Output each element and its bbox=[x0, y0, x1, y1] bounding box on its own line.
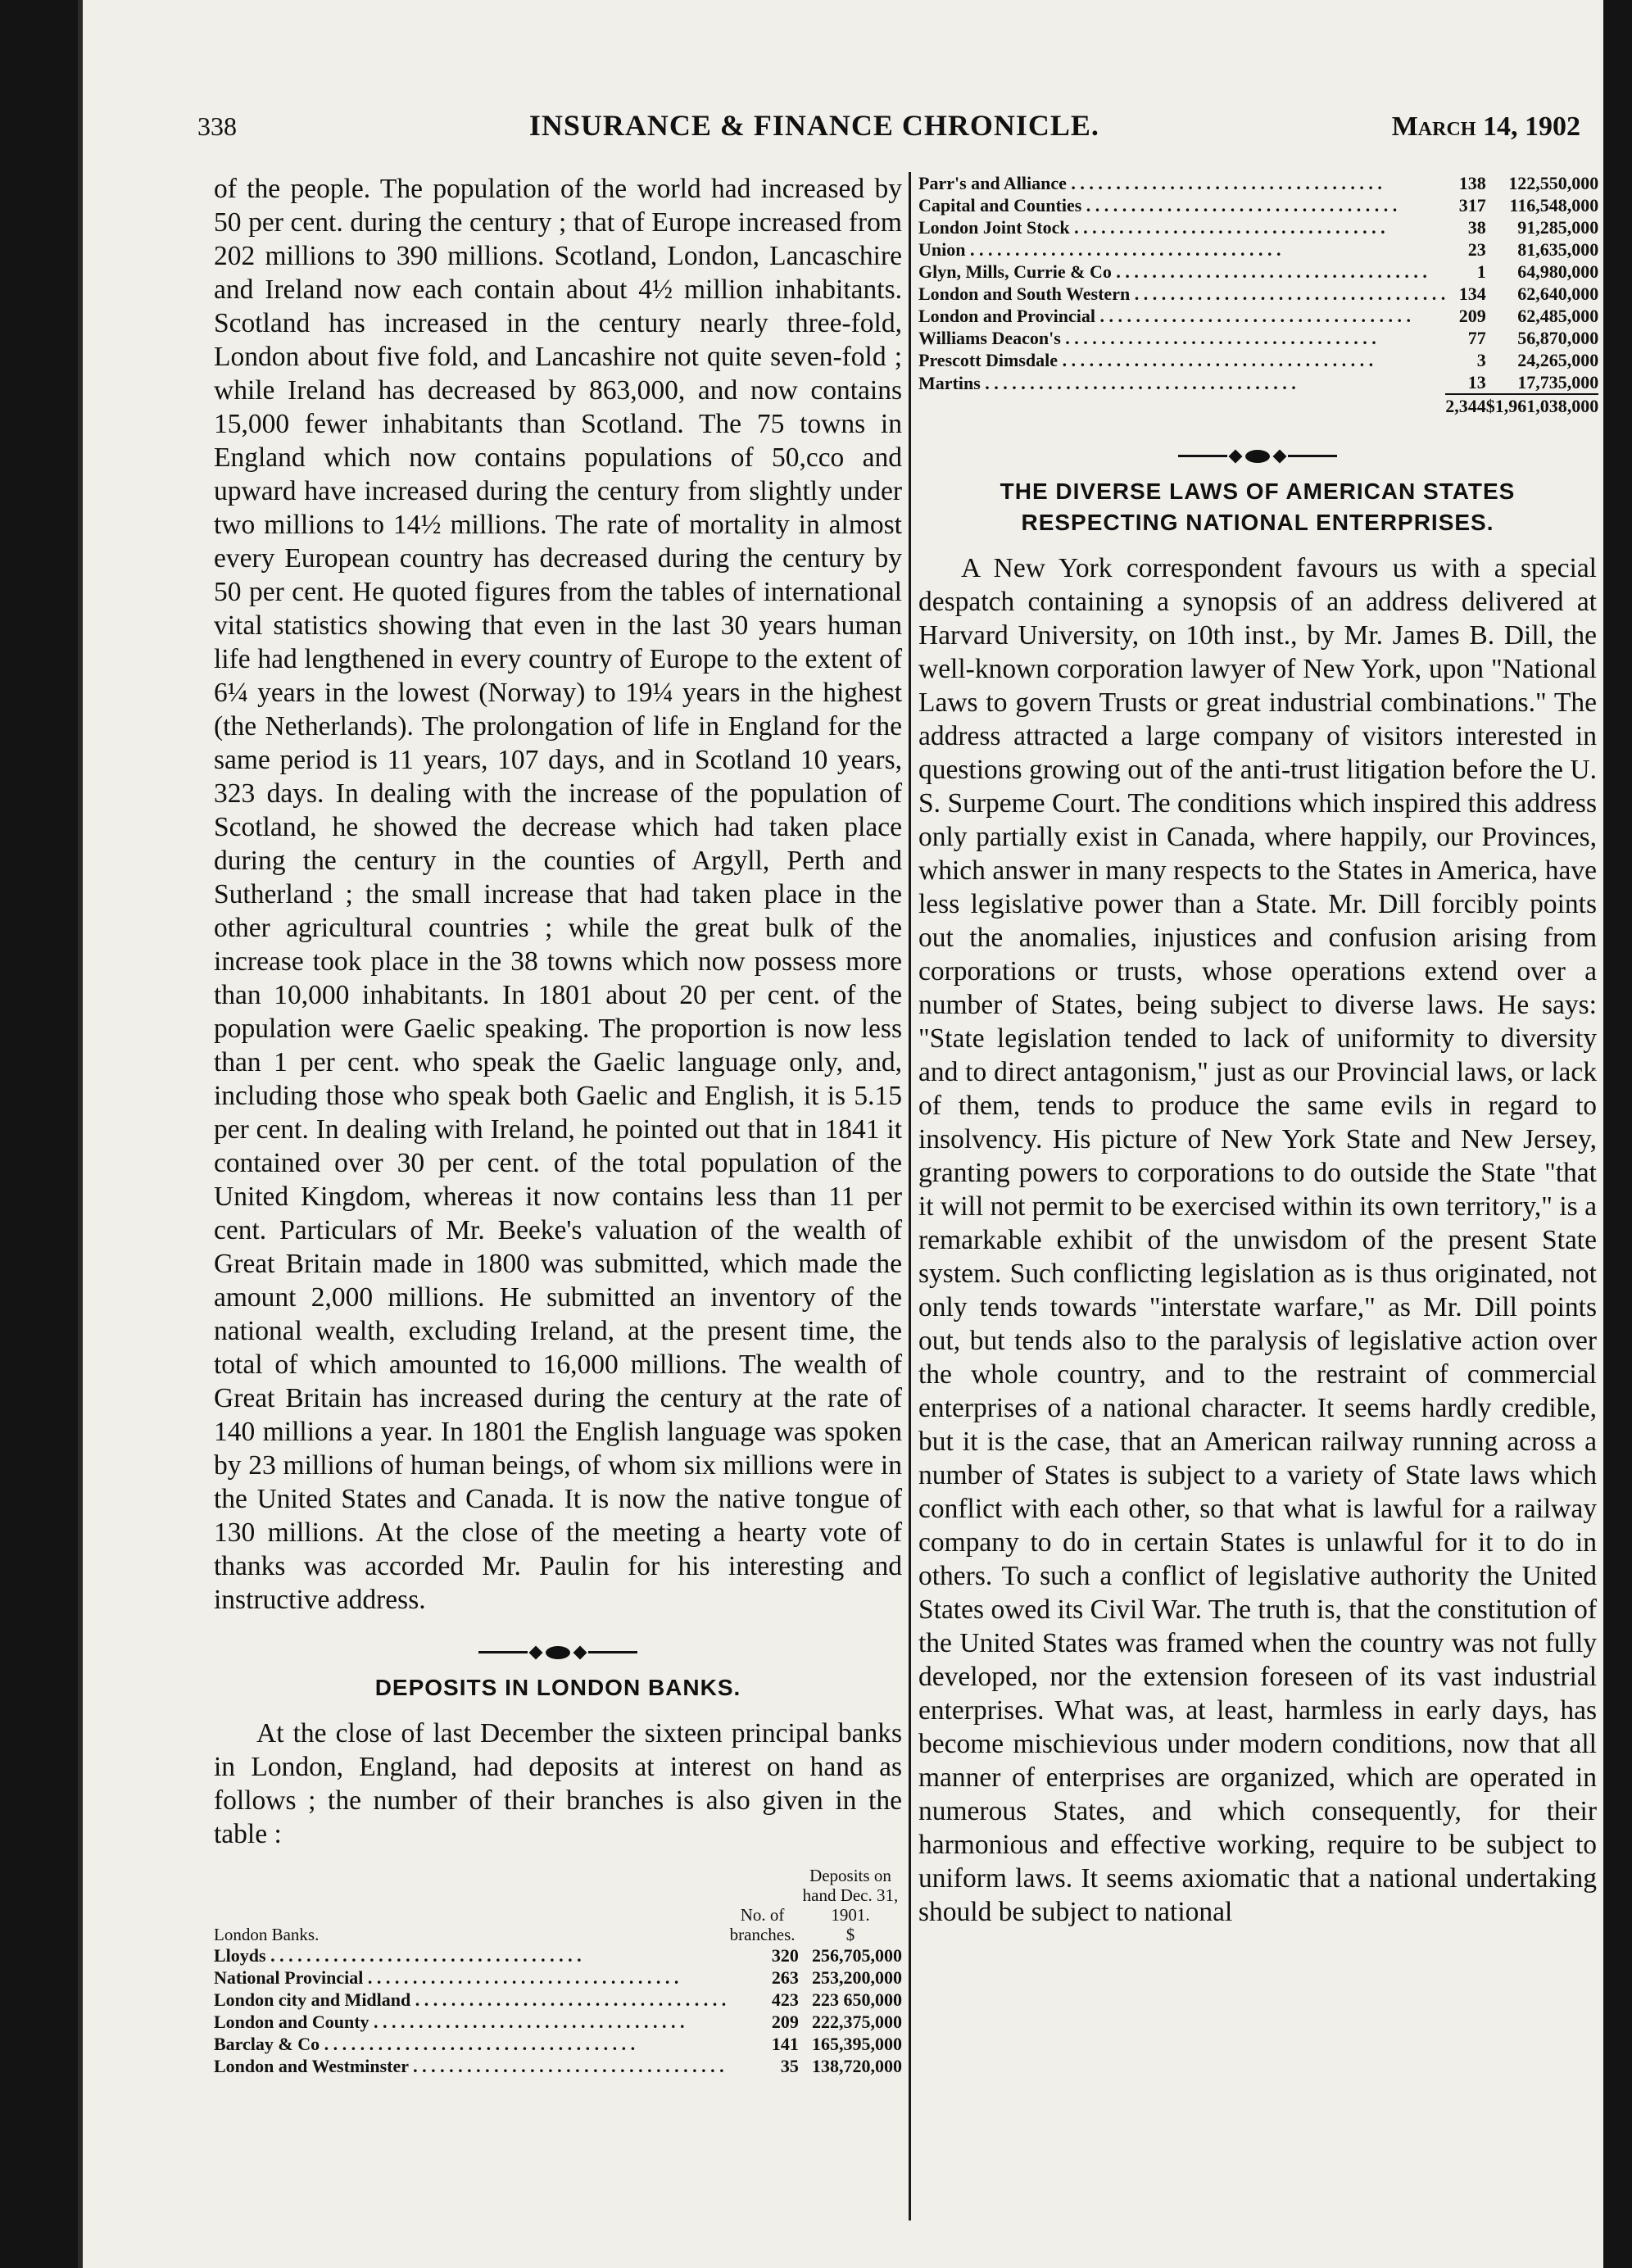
leader-dots bbox=[1112, 261, 1427, 282]
currency-symbol: $ bbox=[845, 1925, 855, 1944]
left-column bbox=[214, 172, 902, 2077]
leader-dots bbox=[320, 2034, 635, 2054]
bank-name-text: Barclay & Co bbox=[214, 2034, 320, 2054]
table-row bbox=[918, 327, 1598, 349]
table-row bbox=[918, 371, 1598, 394]
article-title bbox=[918, 476, 1597, 538]
total-branches: 2,344 bbox=[1445, 396, 1486, 416]
leader-dots bbox=[409, 2056, 724, 2076]
table-row bbox=[918, 261, 1598, 283]
page-number: 338 bbox=[197, 111, 237, 141]
table-row bbox=[214, 1966, 902, 1989]
bank-name-text: London and Provincial bbox=[918, 306, 1095, 326]
leader-dots bbox=[1095, 306, 1411, 326]
bank-name bbox=[214, 1989, 726, 2011]
bank-name-text: London and South Western bbox=[918, 284, 1131, 304]
header-bank: London Banks. bbox=[214, 1925, 320, 1944]
table-row bbox=[918, 283, 1598, 305]
leader-dots bbox=[1070, 217, 1385, 238]
bank-name bbox=[918, 172, 1445, 194]
bank-name-text: London city and Midland bbox=[214, 1989, 411, 2010]
total-deposits: $1,961,038,000 bbox=[1485, 396, 1599, 416]
branch-count: 141 bbox=[771, 2034, 799, 2054]
table-row bbox=[918, 238, 1598, 261]
journal-title: INSURANCE & FINANCE CHRONICLE. bbox=[528, 109, 1099, 142]
deposit-amount: 256,705,000 bbox=[812, 1945, 902, 1966]
deposit-amount: 138,720,000 bbox=[812, 2056, 902, 2076]
branch-count: 209 bbox=[1458, 306, 1486, 326]
page-header bbox=[197, 108, 1580, 157]
branch-count: 23 bbox=[1467, 239, 1486, 260]
section-divider-ornament bbox=[214, 1638, 902, 1664]
bank-name bbox=[918, 283, 1445, 305]
bank-name-text: Parr's and Alliance bbox=[918, 173, 1067, 193]
header-branches: No. of branches. bbox=[729, 1905, 796, 1944]
bank-name-text: Martins bbox=[918, 372, 981, 393]
bank-name bbox=[214, 2055, 726, 2077]
bank-name bbox=[918, 194, 1445, 216]
branch-count: 138 bbox=[1458, 173, 1486, 193]
deposit-amount: 56,870,000 bbox=[1517, 328, 1599, 348]
leader-dots bbox=[410, 1989, 726, 2010]
branch-count: 77 bbox=[1467, 328, 1486, 348]
deposit-amount: 91,285,000 bbox=[1517, 217, 1599, 238]
branch-count: 423 bbox=[771, 1989, 799, 2010]
branch-count: 209 bbox=[771, 2012, 799, 2032]
bank-name bbox=[918, 238, 1445, 261]
branch-count: 35 bbox=[780, 2056, 799, 2076]
bank-name-text: London and Westminster bbox=[214, 2056, 409, 2076]
table-row bbox=[918, 194, 1598, 216]
article-title-line-2: RESPECTING NATIONAL ENTERPRISES. bbox=[1021, 510, 1494, 535]
bank-name bbox=[918, 371, 1445, 394]
bank-name bbox=[918, 261, 1445, 283]
bank-name-text: London Joint Stock bbox=[918, 217, 1070, 238]
branch-count: 134 bbox=[1458, 284, 1486, 304]
deposit-amount: 122,550,000 bbox=[1508, 173, 1599, 193]
deposit-amount: 222,375,000 bbox=[812, 2012, 902, 2032]
branch-count: 3 bbox=[1476, 350, 1486, 370]
deposit-amount: 81,635,000 bbox=[1517, 239, 1599, 260]
bank-name-text: Prescott Dimsdale bbox=[918, 350, 1059, 370]
leader-dots bbox=[1058, 350, 1373, 370]
issue-date: March 14, 1902 bbox=[1391, 111, 1580, 142]
table-row bbox=[214, 2011, 902, 2033]
bank-name bbox=[214, 1944, 726, 1966]
leader-dots bbox=[1081, 195, 1397, 215]
leader-dots bbox=[1130, 284, 1445, 304]
section-divider-ornament bbox=[918, 442, 1597, 468]
right-column bbox=[918, 172, 1597, 1929]
table-row bbox=[918, 172, 1598, 194]
bank-name bbox=[214, 2011, 726, 2033]
table-row bbox=[214, 2033, 902, 2055]
bank-name-text: Union bbox=[918, 239, 966, 260]
table-row bbox=[918, 349, 1598, 371]
deposit-amount: 24,265,000 bbox=[1517, 350, 1599, 370]
bank-name-text: Capital and Counties bbox=[918, 195, 1082, 215]
bank-name bbox=[918, 216, 1445, 238]
bank-name bbox=[918, 349, 1445, 371]
bank-name-text: National Provincial bbox=[214, 1967, 364, 1988]
deposits-table-part-1 bbox=[214, 1866, 902, 2077]
table-row bbox=[214, 1944, 902, 1966]
deposits-section-title: DEPOSITS IN LONDON BANKS. bbox=[374, 1675, 741, 1700]
leader-dots bbox=[1061, 328, 1376, 348]
bank-name bbox=[214, 2033, 726, 2055]
bank-name-text: Williams Deacon's bbox=[918, 328, 1061, 348]
branch-count: 13 bbox=[1467, 372, 1486, 392]
bank-name-text: Glyn, Mills, Currie & Co bbox=[918, 261, 1112, 282]
leader-dots bbox=[1067, 173, 1382, 193]
leader-dots bbox=[981, 373, 1296, 393]
header-deposits: Deposits on hand Dec. 31, 1901. $ bbox=[802, 1866, 899, 1944]
deposit-amount: 64,980,000 bbox=[1517, 261, 1599, 282]
deposit-amount: 165,395,000 bbox=[812, 2034, 902, 2054]
deposit-amount: 62,640,000 bbox=[1517, 284, 1599, 304]
deposit-amount: 17,735,000 bbox=[1517, 372, 1599, 392]
branch-count: 263 bbox=[771, 1967, 799, 1988]
bank-name bbox=[918, 327, 1445, 349]
article-title-line-1: THE DIVERSE LAWS OF AMERICAN STATES bbox=[1000, 479, 1516, 504]
table-header-row bbox=[214, 1866, 902, 1944]
leader-dots bbox=[965, 239, 1281, 260]
deposit-amount: 253,200,000 bbox=[812, 1967, 902, 1988]
article-body-text: A New York correspondent favours us with a special despatch containing a synopsis of an address delivered at Harvard University, on 10th inst., by Mr. James B. Dill, the well-known corporation lawyer of New York, upon "National Laws to govern Trusts or great industrial combinations." The address attracted a large company of visitors interested in questions growing out of the anti-trust litigation before the U. S. Surpeme Court. The conditions which inspired this address only partially exist in Canada, where happily, our Provinces, which answer in many respects to the States in America, have less legislative power than a State. Mr. Dill forcibly points out the anomalies, injustices and confusion arising from corporations or trusts, whose operations extend over a number of States, being subject to diverse laws. He says: "State legislation tended to lack of uniformity to diversity and to direct antagonism," just as our Provincial laws, or lack of them, tends to produce the same evils in regard to insolvency. His picture of New York State and New Jersey, granting powers to corporations to do outside the State "that it will not permit to be exercised within its own territory," is a remarkable exhibit of the unwisdom of the present State system. Such conflicting legislation as is thus originated, not only tends towards "interstate warfare," as Mr. Dill points out, but tends also to the paralysis of legislative action over the whole country, and to the restraint of commercial enterprises of a national character. It seems hardly credible, but it is the case, that an American railway running across a number of States is subject to a variety of State laws which conflict with each other, so that what is lawful for a railway company to do in certain States is unlawful for it to do in others. To such a conflict of legislative authority the United States owed its Civil War. The truth is, that the constitution of the United States was framed when the country was not fully developed, nor the extension foreseen of its vast industrial enterprises. What was, at least, harmless in early days, has become mischievious under modern conditions, now that all manner of enterprises are organized, which are operated in numerous States, and which consequently, for their harmonious and effective working, require to be subject to uniform laws. It seems axiomatic that a national undertaking should be subject to national bbox=[918, 553, 1597, 1927]
bank-name bbox=[918, 305, 1445, 327]
bank-name bbox=[214, 1966, 726, 1989]
bank-name-text: Lloyds bbox=[214, 1945, 266, 1966]
table-row bbox=[918, 216, 1598, 238]
leader-dots bbox=[363, 1967, 678, 1988]
table-row bbox=[214, 1989, 902, 2011]
branch-count: 38 bbox=[1467, 217, 1486, 238]
branch-count: 317 bbox=[1458, 195, 1486, 215]
branch-count: 320 bbox=[771, 1945, 799, 1966]
newspaper-page bbox=[78, 0, 1603, 2268]
leader-dots bbox=[369, 2012, 685, 2032]
deposits-table-part-2 bbox=[918, 172, 1598, 417]
deposit-amount: 223 650,000 bbox=[812, 1989, 902, 2010]
bank-name-text: London and County bbox=[214, 2012, 369, 2032]
deposits-intro-text: At the close of last December the sixteen principal banks in London, England, had deposits at interest on hand as follows ; the number of their branches is also given in the table : bbox=[214, 1718, 902, 1849]
leader-dots bbox=[266, 1945, 582, 1966]
table-row bbox=[214, 2055, 902, 2077]
deposit-amount: 116,548,000 bbox=[1509, 195, 1599, 215]
column-rule bbox=[909, 172, 911, 2220]
table-row bbox=[918, 305, 1598, 327]
table-total-row bbox=[918, 394, 1598, 417]
article-continuation-text: of the people. The population of the world had increased by 50 per cent. during the century ; that of Europe increased from 202 millions to 390 millions. Scotland, London, Lancaschire and Ireland now each contain about 4½ million inhabitants. Scotland has increased in the century nearly three-fold, London about five fold, and Lancashire not quite seven-fold ; while Ireland has decreased by 863,000, and now contains 15,000 fewer inhabitants than Scotland. The 75 towns in England which now contains populations of 50,cco and upward have increased during the century from slightly under two millions to 14½ millions. The rate of mortality in almost every European country has decreased during the century by 50 per cent. He quoted figures from the tables of international vital statistics showing that even in the last 30 years human life had lengthened in every country of Europe to the extent of 6¼ years in the lowest (Norway) to 19¼ years in the highest (the Netherlands). The prolongation of life in England for the same period is 11 years, 107 days, and in Scotland 10 years, 323 days. In dealing with the increase of the population of Scotland, he showed the decrease which had taken place during the century in the counties of Argyll, Perth and Sutherland ; the small increase that had taken place in the other agricultural countries ; while the great bulk of the increase took place in the 38 towns which now possess more than 10,000 inhabitants. In 1801 about 20 per cent. of the population were Gaelic speaking. The proportion is now less than 1 per cent. who speak the Gaelic language only, and, including those who speak both Gaelic and English, it is 5.15 per cent. In dealing with Ireland, he pointed out that in 1841 it contained over 30 per cent. of the total population of the United Kingdom, whereas it now contains less than 11 per cent. Particulars of Mr. Beeke's valuation of the wealth of Great Britain made in 1800 was submitted, which made the amount 2,000 millions. He submitted an inventory of the national wealth, excluding Ireland, at the present time, the total of which amounted to 16,000 millions. The wealth of Great Britain has increased during the century at the rate of 140 millions a year. In 1801 the English language was spoken by 23 millions of human beings, of whom six millions were in the United States and Canada. It is now the native tongue of 130 millions. At the close of the meeting a hearty vote of thanks was accorded Mr. Paulin for his interesting and instructive address. bbox=[214, 174, 902, 1615]
branch-count: 1 bbox=[1476, 261, 1486, 282]
deposit-amount: 62,485,000 bbox=[1517, 306, 1599, 326]
